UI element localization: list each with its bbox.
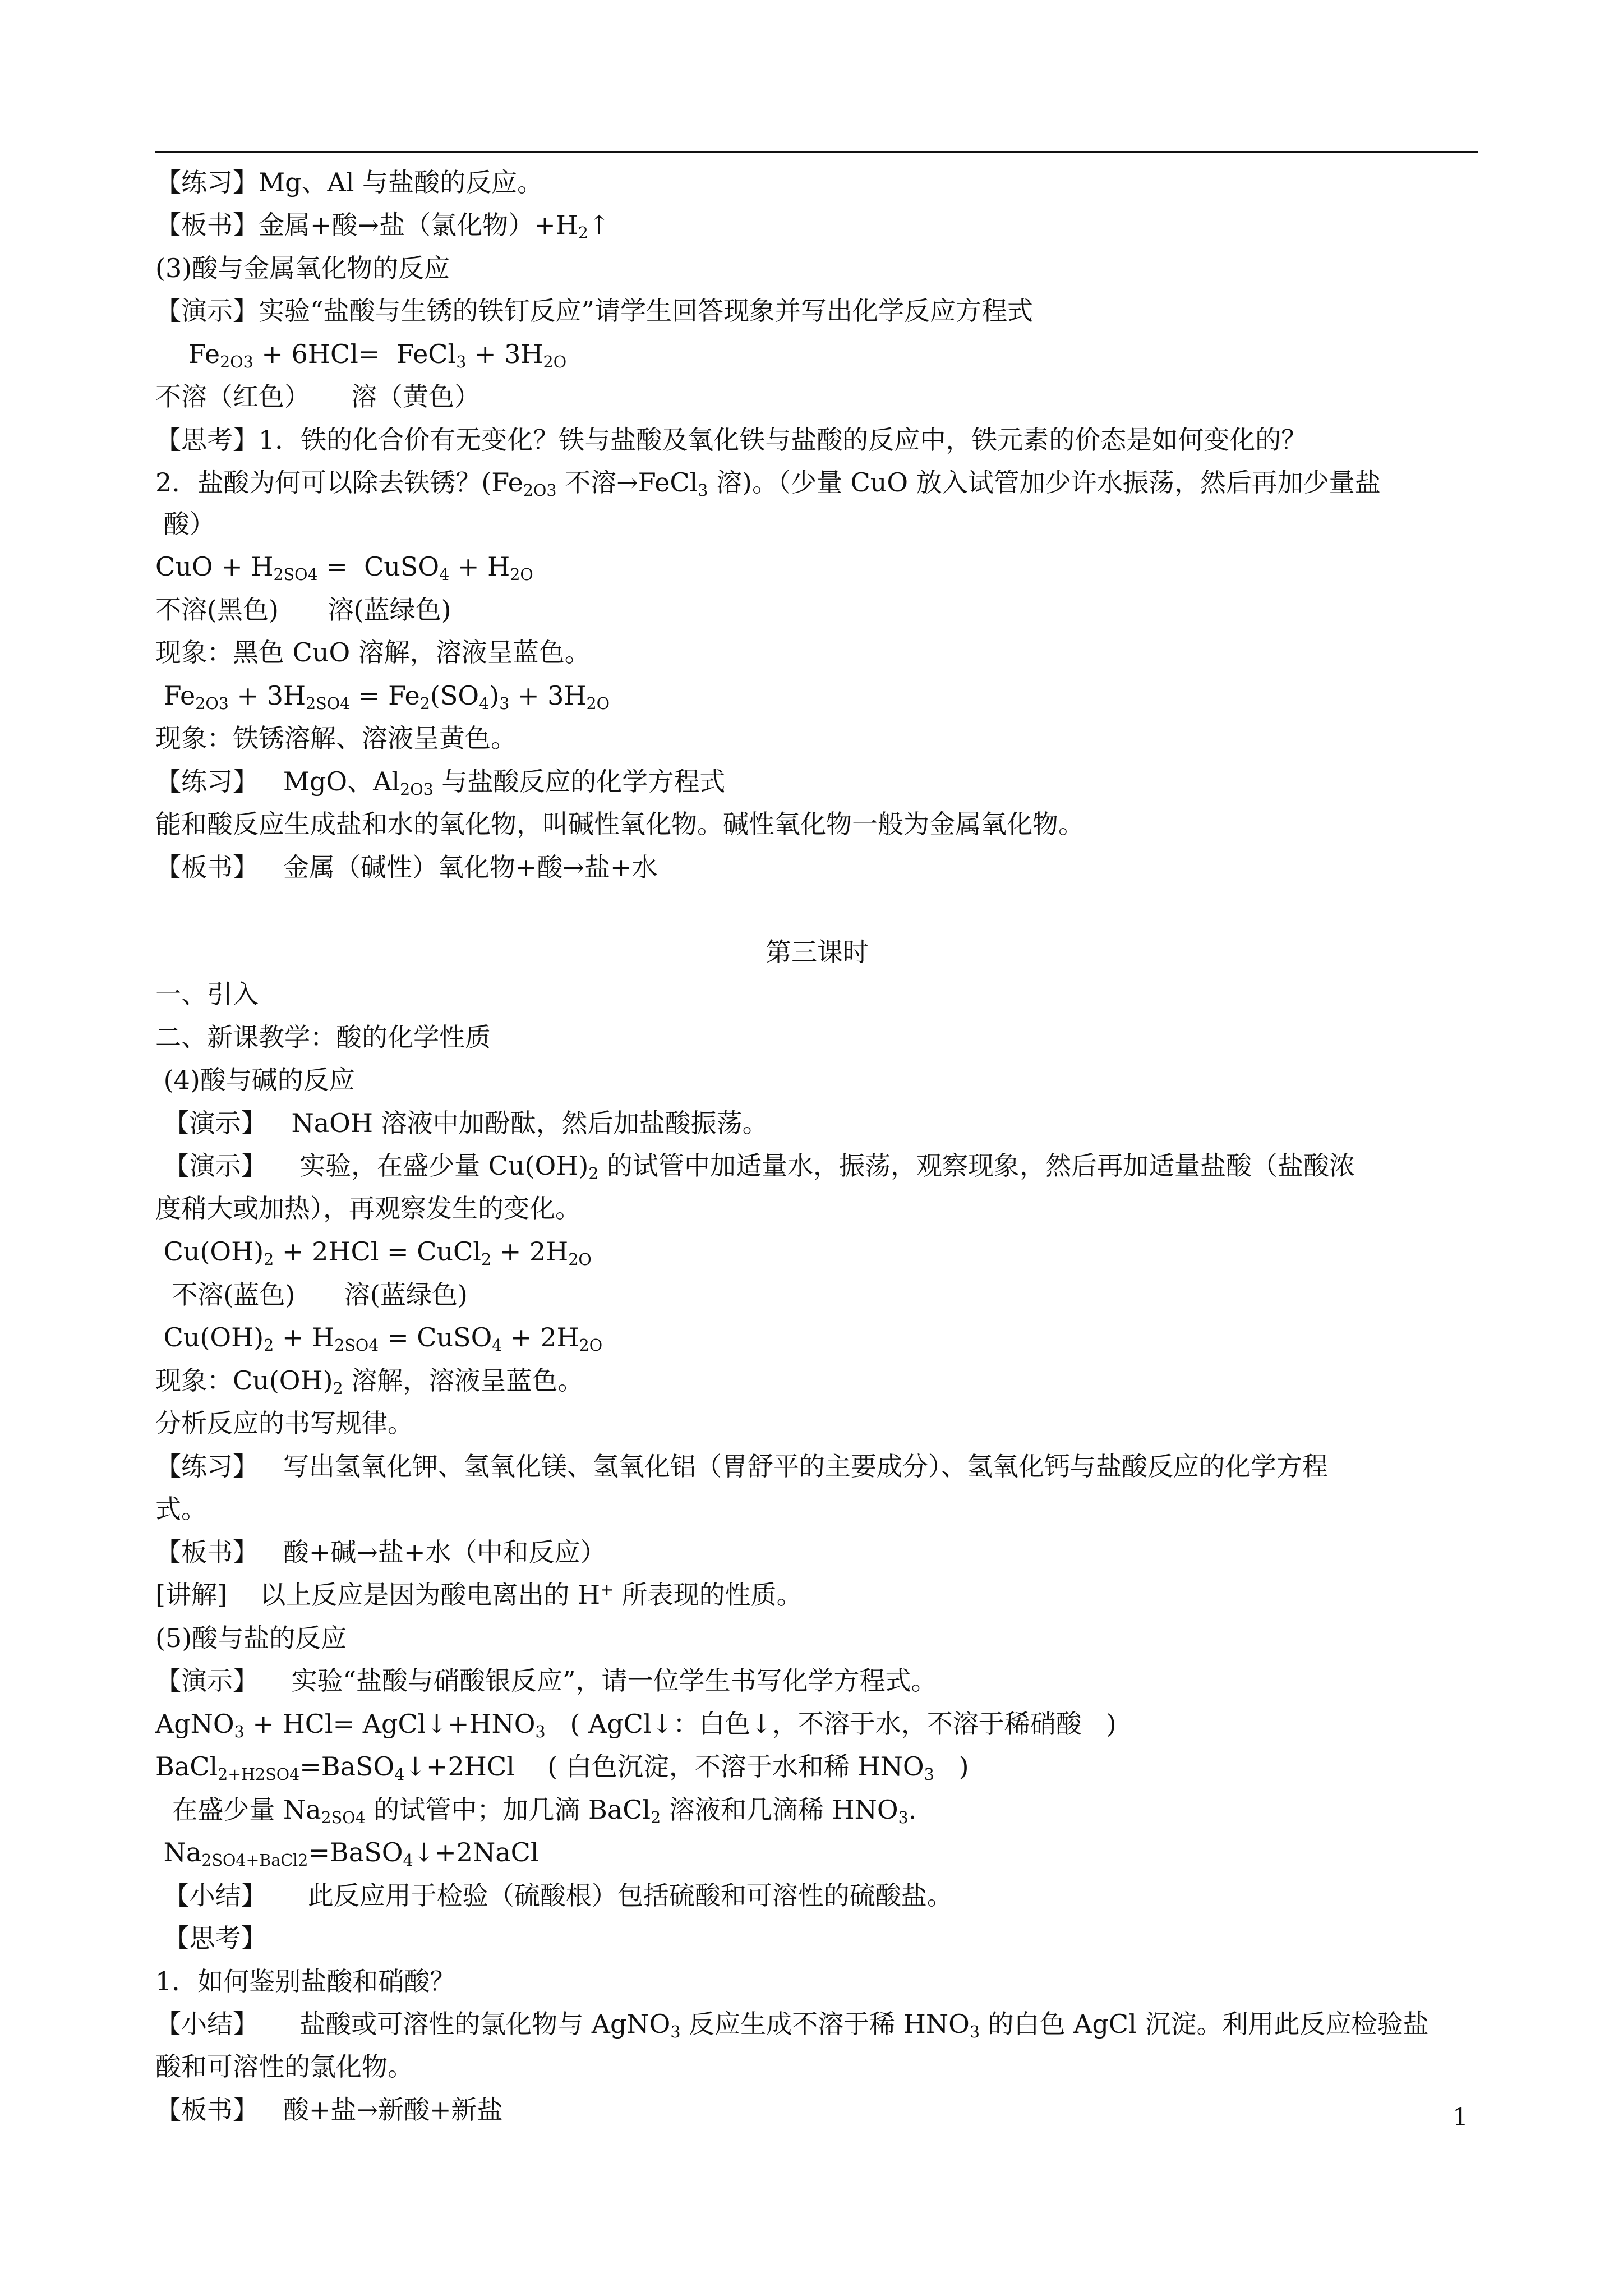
text-line: 【小结】 盐酸或可溶性的氯化物与 AgNO$_3$ 反应生成不溶于稀 $HNO_3$ 的白色 AgCl 沉淀。利用此反应检验盐	[155, 2009, 1429, 2041]
text-line: $Cu(OH)_2 + 2HCl$ = CuCl$_2$ + $2H_{2O}$	[155, 1236, 592, 1269]
text-line: 式。	[155, 1494, 207, 1524]
text-line: $Fe_{2O3} + 6HCl=$ FeCl$_3$ + $3H_{2O}$	[155, 339, 567, 371]
text-line: CuO + $H_{2SO4}$ = CuSO$_4$ + $H_{2O}$	[155, 551, 533, 584]
text-line: 现象：$Cu(OH)_2$ 溶解，溶液呈蓝色。	[155, 1365, 584, 1398]
text-line: 度稍大或加热），再观察发生的变化。	[155, 1193, 581, 1223]
text-line: 不溶（红色） 溶（黄色）	[155, 381, 481, 412]
text-line: 【练习】 MgO、$Al_{2O3}$ 与盐酸反应的化学方程式	[155, 766, 726, 799]
text-line: $Na_{2SO4+BaCl2}=BaSO_4↓+2NaCl$	[155, 1837, 539, 1870]
text-line: 分析反应的书写规律。	[155, 1408, 413, 1438]
text-line: 1．如何鉴别盐酸和硝酸？	[155, 1966, 456, 1996]
text-line: 【板书】金属+酸→盐（氯化物）$+H_2↑$	[155, 210, 610, 242]
page-number: 1	[1453, 2103, 1468, 2132]
text-line: 【演示】 NaOH 溶液中加酚酞，然后加盐酸振荡。	[155, 1108, 768, 1138]
text-line: 【思考】1．铁的化合价有无变化？铁与盐酸及氧化铁与盐酸的反应中，铁元素的价态是如何变化的？	[155, 425, 1307, 455]
text-line: 【演示】 实验，在盛少量 $Cu(OH)_2$ 的试管中加适量水，振荡，观察现象，然后再加适量盐酸（盐酸浓	[155, 1151, 1355, 1183]
text-line: 现象：黑色 CuO 溶解，溶液呈蓝色。	[155, 637, 591, 668]
text-line: $Cu(OH)_2 + H_{2SO4}$ = CuSO$_4$ + $2H_{2O}$	[155, 1322, 603, 1355]
text-line: 现象：铁锈溶解、溶液呈黄色。	[155, 723, 517, 753]
section-title: 第三课时	[766, 937, 869, 967]
text-line: BaCl$_{2+H2SO4}$=BaSO$_4$↓+2HCl ( 白色沉淀，不溶于水和稀 $HNO_3$ )	[155, 1751, 969, 1784]
text-line: 【板书】 酸+盐→新酸+新盐	[155, 2095, 503, 2125]
text-line: 二、新课教学：酸的化学性质	[155, 1022, 491, 1052]
text-line: 【练习】Mg、Al 与盐酸的反应。	[155, 167, 543, 197]
text-line: 【演示】实验“盐酸与生锈的铁钉反应”请学生回答现象并写出化学反应方程式	[155, 296, 1034, 326]
text-line: $Fe_{2O3} + 3H_{2SO4} = Fe_2(SO_4)_3 + 3H_{2O}$	[155, 680, 610, 713]
text-line: 不溶(蓝色) 溶(蓝绿色)	[155, 1280, 468, 1310]
text-line: 不溶(黑色) 溶(蓝绿色)	[155, 595, 451, 625]
text-line: 【练习】 写出氢氧化钾、氢氧化镁、氢氧化铝（胃舒平的主要成分）、氢氧化钙与盐酸反应的化学方程	[155, 1451, 1328, 1481]
text-line: 一、引入	[155, 979, 259, 1009]
text-line: AgNO$_3$ + $HCl= AgCl↓+HNO_3$ ( AgCl↓：白色↓，不溶于水，不溶于稀硝酸 )	[155, 1709, 1117, 1741]
text-line: 酸和可溶性的氯化物。	[155, 2051, 413, 2082]
text-line: 能和酸反应生成盐和水的氧化物，叫碱性氧化物。碱性氧化物一般为金属氧化物。	[155, 809, 1084, 839]
text-line: 酸）	[155, 509, 215, 539]
text-line: [讲解] 以上反应是因为酸电离出的 H+ 所表现的性质。	[155, 1580, 803, 1610]
text-line: (4)酸与碱的反应	[155, 1065, 355, 1095]
text-line: 【板书】 金属（碱性）氧化物+酸→盐+水	[155, 852, 658, 882]
text-line: 【板书】 酸+碱→盐+水（中和反应）	[155, 1537, 606, 1567]
text-line: 【思考】	[155, 1923, 267, 1953]
text-line: 2．盐酸为何可以除去铁锈？($Fe_{2O3}$ 不溶→FeCl$_3$ 溶)。（少量 CuO 放入试管加少许水振荡，然后再加少量盐	[155, 467, 1381, 500]
header-rule	[155, 151, 1478, 153]
text-line: 【演示】 实验“盐酸与硝酸银反应”，请一位学生书写化学方程式。	[155, 1665, 937, 1696]
text-line: (5)酸与盐的反应	[155, 1623, 347, 1653]
text-line: 在盛少量 $Na_{2SO4}$ 的试管中；加几滴 BaCl$_2$ 溶液和几滴稀 $HNO_3$.	[155, 1795, 917, 1827]
text-line: 【小结】 此反应用于检验（硫酸根）包括硫酸和可溶性的硫酸盐。	[155, 1880, 953, 1911]
text-line: (3)酸与金属氧化物的反应	[155, 253, 450, 283]
